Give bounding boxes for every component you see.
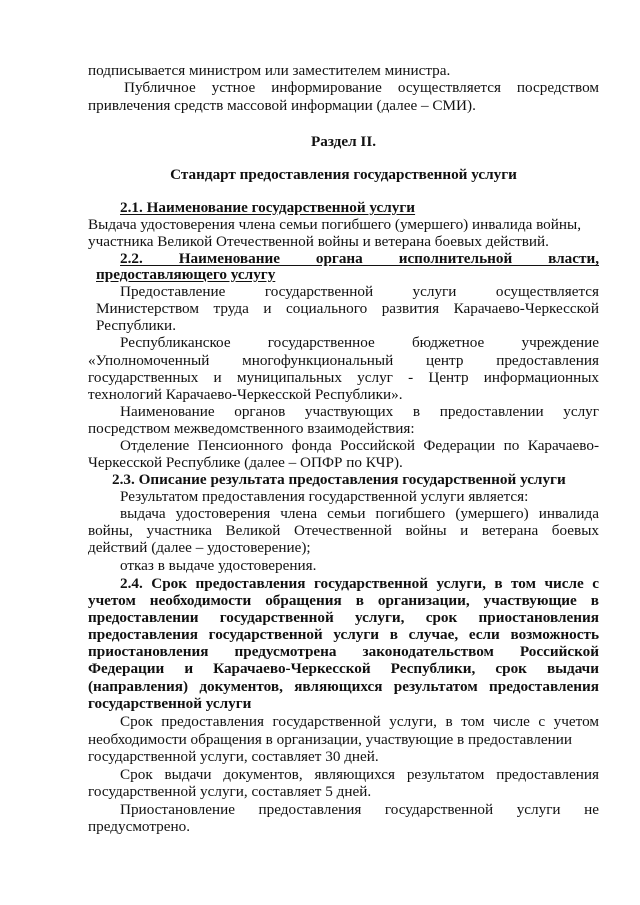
text-line: Публичное устное информирование осуществляется посредством [124, 79, 599, 96]
text-line: выдача удостоверения члена семьи погибшего (умершего) инвалида [120, 505, 599, 522]
section-title: Стандарт предоставления государственной услуги [170, 166, 517, 183]
subsection-heading: учетом необходимости обращения в организации, участвующие в [88, 592, 599, 609]
text-line: Предоставление государственной услуги осуществляется [120, 283, 599, 300]
subsection-heading: предоставления государственной услуги в случае, если возможность [88, 626, 599, 643]
text-line: государственной услуги, составляет 30 дней. [88, 748, 379, 765]
text-line: Республиканское государственное бюджетное учреждение [120, 334, 599, 351]
text-line: Результатом предоставления государственной услуги является: [120, 488, 529, 505]
text-line: подписывается министром или заместителем министра. [88, 62, 451, 79]
text-line: войны, участника Великой Отечественной войны и ветерана боевых [88, 522, 599, 539]
text-line: Отделение Пенсионного фонда Российской Федерации по Карачаево- [120, 437, 599, 454]
text-line: Срок предоставления государственной услуги, в том числе с учетом [120, 713, 599, 730]
subsection-heading: предоставлении государственной услуги, срок приостановления [88, 609, 599, 626]
subsection-heading: предоставляющего услугу [96, 266, 276, 283]
subsection-heading: 2.1. Наименование государственной услуги [120, 199, 416, 216]
text-line: технологий Карачаево-Черкесской Республики». [88, 386, 403, 403]
text-line: государственной услуги, составляет 5 дней. [88, 783, 372, 800]
text-line: Черкесской Республике (далее – ОПФР по КЧР). [88, 454, 403, 471]
subsection-heading: приостановления предусмотрена законодательством Российской [88, 643, 599, 660]
text-line: Республики. [96, 317, 176, 334]
subsection-heading: 2.3. Описание результата предоставления государственной услуги [112, 471, 566, 488]
text-line: Министерством труда и социального развития Карачаево-Черкесской [96, 300, 599, 317]
text-line: действий (далее – удостоверение); [88, 539, 311, 556]
text-line: государственных и муниципальных услуг - Центр информационных [88, 369, 599, 386]
text-line: привлечения средств массовой информации (далее – СМИ). [88, 97, 476, 114]
subsection-heading: (направления) документов, являющихся результатом предоставления [88, 678, 599, 695]
text-line: необходимости обращения в организации, участвующие в предоставлении [88, 731, 572, 748]
subsection-heading: 2.4. Срок предоставления государственной услуги, в том числе с [120, 575, 599, 592]
subsection-heading: государственной услуги [88, 695, 252, 712]
text-line: Срок выдачи документов, являющихся результатом предоставления [120, 766, 599, 783]
text-line: отказ в выдаче удостоверения. [120, 557, 317, 574]
text-line: участника Великой Отечественной войны и ветерана боевых действий. [88, 233, 549, 250]
text-line: Приостановление предоставления государственной услуги не [120, 801, 599, 818]
text-line: посредством межведомственного взаимодействия: [88, 420, 415, 437]
subsection-heading: Федерации и Карачаево-Черкесской Республики, срок выдачи [88, 660, 599, 677]
text-line: предусмотрено. [88, 818, 191, 835]
subsection-heading: 2.2. Наименование органа исполнительной власти, [120, 250, 599, 267]
text-line: Наименование органов участвующих в предоставлении услуг [120, 403, 599, 420]
text-line: Выдача удостоверения члена семьи погибшего (умершего) инвалида войны, [88, 216, 582, 233]
section-heading: Раздел II. [310, 133, 377, 150]
text-line: «Уполномоченный многофункциональный центр предоставления [88, 352, 599, 369]
